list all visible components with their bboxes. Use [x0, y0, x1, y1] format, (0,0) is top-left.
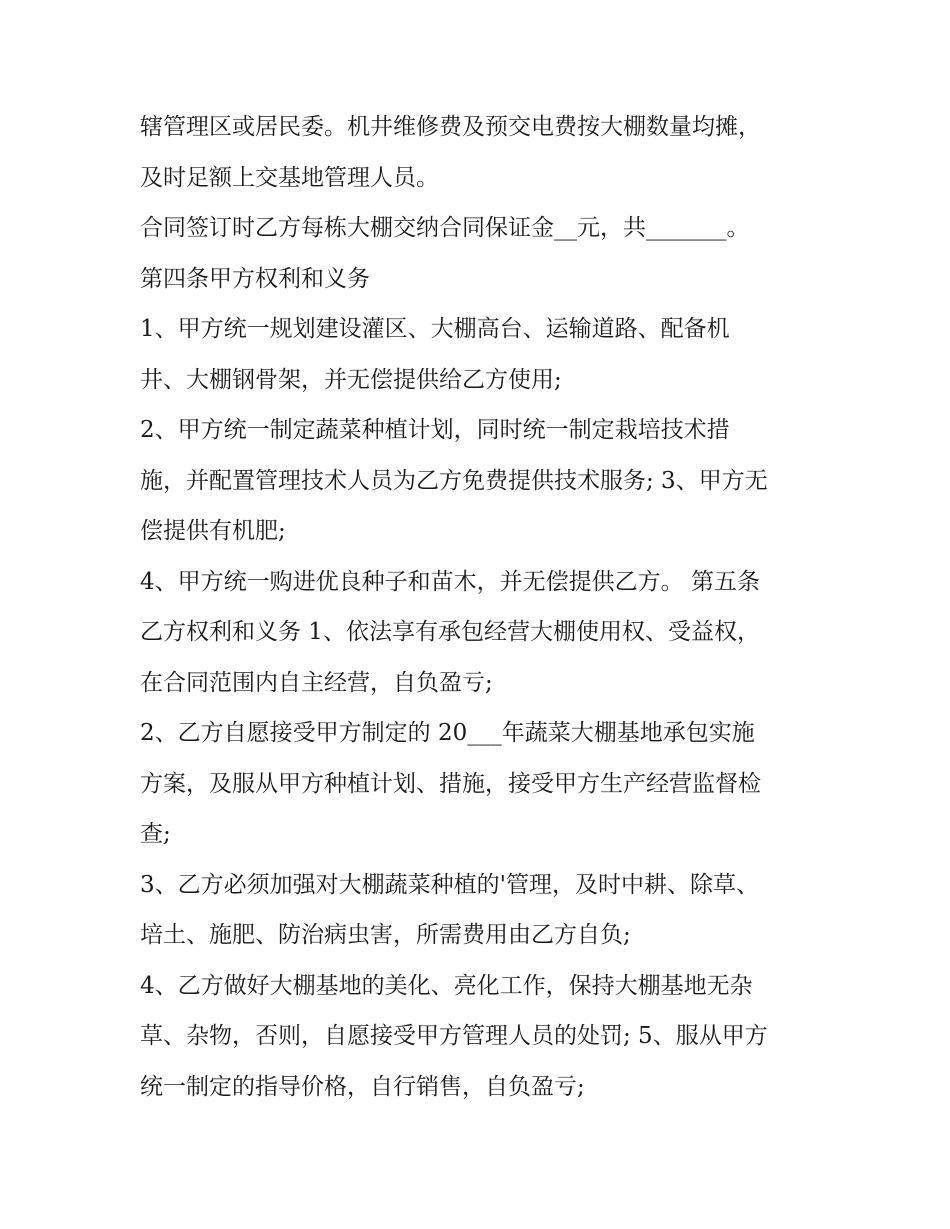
text-line-9: 偿提供有机肥;	[140, 518, 286, 544]
text-line-12: 在合同范围内自主经营，自负盈亏;	[140, 669, 493, 696]
text-line-19: 草、杂物，否则，自愿接受甲方管理人员的处罚; 5、服从甲方	[140, 1023, 768, 1049]
section-heading-article-4: 第四条甲方权利和义务	[140, 265, 370, 292]
text-line-15: 查;	[140, 821, 171, 847]
text-line-8: 施，并配置管理技术人员为乙方免费提供技术服务; 3、甲方无	[140, 467, 768, 494]
text-line-3: 合同签订时乙方每栋大棚交纳合同保证金__元，共_______。	[140, 215, 750, 241]
text-line-16: 3、乙方必须加强对大棚蔬菜种植的'管理，及时中耕、除草、	[140, 871, 759, 898]
text-line-1: 辖管理区或居民委。机井维修费及预交电费按大棚数量均摊，	[140, 114, 761, 140]
text-line-20: 统一制定的指导价格，自行销售，自负盈亏;	[140, 1073, 585, 1100]
text-line-10: 4、甲方统一购进优良种子和苗木，并无偿提供乙方。 第五条	[140, 568, 760, 595]
text-line-11: 乙方权利和义务 1、依法享有承包经营大棚使用权、受益权，	[140, 619, 760, 645]
text-line-14: 方案，及服从甲方种植计划、措施，接受甲方生产经营监督检	[140, 770, 761, 797]
text-line-2: 及时足额上交基地管理人员。	[140, 164, 439, 191]
text-line-7: 2、甲方统一制定蔬菜种植计划，同时统一制定栽培技术措	[140, 417, 730, 443]
text-line-18: 4、乙方做好大棚基地的美化、亮化工作，保持大棚基地无杂	[140, 972, 753, 999]
text-line-17: 培土、施肥、防治病虫害，所需费用由乙方自负;	[140, 922, 631, 948]
text-line-13: 2、乙方自愿接受甲方制定的 20___年蔬菜大棚基地承包实施	[140, 720, 755, 746]
text-line-5: 1、甲方统一规划建设灌区、大棚高台、运输道路、配备机	[140, 316, 730, 342]
document-body	[140, 102, 820, 1112]
text-line-6: 井、大棚钢骨架，并无偿提供给乙方使用;	[140, 366, 562, 393]
